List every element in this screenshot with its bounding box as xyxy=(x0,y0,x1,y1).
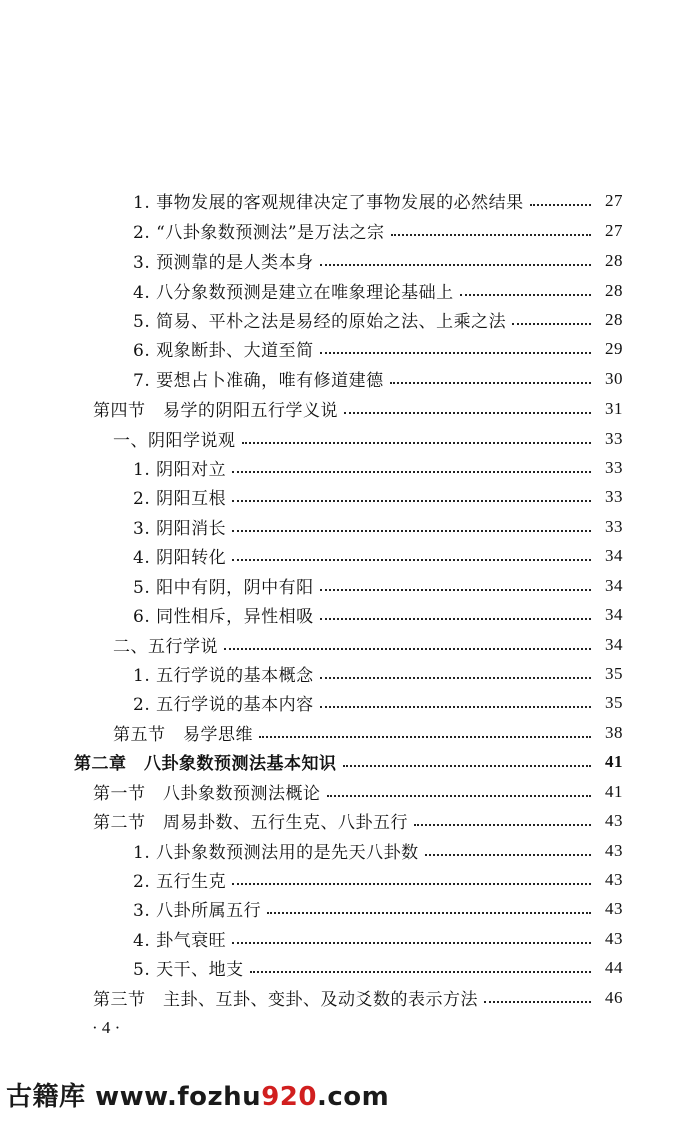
toc-entry-page: 33 xyxy=(605,428,623,448)
toc-entry-page: 27 xyxy=(605,190,623,210)
toc-entry-page: 43 xyxy=(605,810,623,830)
toc-entry-page: 28 xyxy=(605,309,623,329)
toc-entry-label: 4. 八分象数预测是建立在唯象理论基础上 xyxy=(133,283,454,303)
toc-entry-label: 3. 预测靠的是人类本身 xyxy=(133,253,314,273)
toc-entry xyxy=(133,334,623,363)
toc-subsection xyxy=(113,630,623,659)
toc-entry xyxy=(133,541,623,570)
toc-entry xyxy=(133,924,623,953)
dot-leader xyxy=(320,706,591,708)
dot-leader xyxy=(250,971,591,973)
dot-leader xyxy=(232,559,591,561)
dot-leader xyxy=(414,824,591,826)
dot-leader xyxy=(484,1001,591,1003)
toc-entry-label: 第三节 主卦、互卦、变卦、及动爻数的表示方法 xyxy=(93,990,478,1010)
toc-entry xyxy=(133,186,623,215)
toc-entry-label: 二、五行学说 xyxy=(113,637,218,657)
watermark-url-prefix: www.fozhu xyxy=(95,1082,262,1112)
toc-entry-label: 2. 五行生克 xyxy=(133,872,227,892)
toc-entry xyxy=(133,246,623,275)
site-watermark xyxy=(6,1076,389,1113)
toc-entry-page: 28 xyxy=(605,280,623,300)
toc-entry-label: 第二节 周易卦数、五行生克、八卦五行 xyxy=(93,813,408,833)
toc-entry-page: 34 xyxy=(605,575,623,595)
toc-subsection xyxy=(113,424,623,453)
dot-leader xyxy=(320,264,591,266)
toc-entry-page: 27 xyxy=(605,220,623,240)
dot-leader xyxy=(344,412,591,414)
toc-entry xyxy=(133,865,623,894)
toc-entry-page: 41 xyxy=(605,751,623,771)
toc-entry-page: 34 xyxy=(605,604,623,624)
toc-entry-page: 33 xyxy=(605,516,623,536)
toc-entry-page: 29 xyxy=(605,338,623,358)
dot-leader xyxy=(425,854,591,856)
toc-entry-label: 2. “八卦象数预测法”是万法之宗 xyxy=(133,223,385,243)
toc-entry xyxy=(133,659,623,688)
toc-entry xyxy=(133,512,623,541)
toc-chapter xyxy=(74,747,623,776)
dot-leader xyxy=(327,795,592,797)
toc-entry xyxy=(133,600,623,629)
toc-entry xyxy=(133,364,623,393)
toc-entry-page: 35 xyxy=(605,663,623,683)
toc-section xyxy=(93,777,623,806)
toc-entry-label: 2. 五行学说的基本内容 xyxy=(133,695,314,715)
toc-entry xyxy=(133,482,623,511)
dot-leader xyxy=(224,648,591,650)
toc-entry-page: 46 xyxy=(605,987,623,1007)
watermark-url-number: 920 xyxy=(261,1082,317,1112)
toc-entry-label: 5. 简易、平朴之法是易经的原始之法、上乘之法 xyxy=(133,312,507,332)
toc-section xyxy=(93,983,623,1012)
watermark-url-suffix: .com xyxy=(316,1082,390,1112)
dot-leader xyxy=(232,883,591,885)
dot-leader xyxy=(259,736,591,738)
dot-leader xyxy=(232,471,591,473)
toc-entry xyxy=(133,453,623,482)
toc-section xyxy=(113,718,623,747)
dot-leader xyxy=(242,442,592,444)
toc-entry-page: 41 xyxy=(605,781,623,801)
dot-leader xyxy=(320,352,591,354)
toc-entry xyxy=(133,571,623,600)
toc-entry-page: 33 xyxy=(605,457,623,477)
toc-entry-label: 5. 阳中有阴，阴中有阳 xyxy=(133,578,314,598)
toc-entry-label: 4. 阴阳转化 xyxy=(133,548,227,568)
toc-section xyxy=(93,394,623,423)
toc-entry-page: 34 xyxy=(605,634,623,654)
watermark-site-name: 古籍库 xyxy=(6,1082,86,1112)
toc-entry-label: 7. 要想占卜准确，唯有修道建德 xyxy=(133,371,384,391)
toc-entry-label: 一、阴阳学说观 xyxy=(113,431,236,451)
toc-entry-label: 1. 阴阳对立 xyxy=(133,460,227,480)
page-number: · 4 · xyxy=(92,1018,121,1037)
toc-entry-page: 43 xyxy=(605,898,623,918)
toc-entry xyxy=(133,305,623,334)
dot-leader xyxy=(232,530,591,532)
dot-leader xyxy=(320,677,591,679)
dot-leader xyxy=(343,765,592,767)
toc-entry-label: 3. 阴阳消长 xyxy=(133,519,227,539)
toc-entry-label: 2. 阴阳互根 xyxy=(133,489,227,509)
toc-entry-label: 1. 八卦象数预测法用的是先天八卦数 xyxy=(133,843,419,863)
toc-entry-page: 35 xyxy=(605,692,623,712)
toc-entry-label: 3. 八卦所属五行 xyxy=(133,901,262,921)
toc-entry-page: 30 xyxy=(605,368,623,388)
toc-entry xyxy=(133,836,623,865)
toc-entry-page: 43 xyxy=(605,869,623,889)
toc-entry xyxy=(133,894,623,923)
toc-entry-page: 31 xyxy=(605,398,623,418)
toc-entry-label: 第五节 易学思维 xyxy=(113,725,253,745)
toc-entry xyxy=(133,953,623,982)
dot-leader xyxy=(320,589,591,591)
toc-entry-page: 43 xyxy=(605,928,623,948)
dot-leader xyxy=(391,234,591,236)
toc-entry-page: 34 xyxy=(605,545,623,565)
toc-entry xyxy=(133,688,623,717)
toc-entry-label: 4. 卦气衰旺 xyxy=(133,931,227,951)
toc-entry-page: 44 xyxy=(605,957,623,977)
toc-entry-label: 6. 同性相斥，异性相吸 xyxy=(133,607,314,627)
toc-entry-label: 1. 事物发展的客观规律决定了事物发展的必然结果 xyxy=(133,193,524,213)
toc-entry xyxy=(133,216,623,245)
dot-leader xyxy=(512,323,591,325)
dot-leader xyxy=(232,500,591,502)
toc-entry xyxy=(133,276,623,305)
toc-section xyxy=(93,806,623,835)
dot-leader xyxy=(232,942,591,944)
toc-entry-label: 5. 天干、地支 xyxy=(133,960,244,980)
dot-leader xyxy=(530,204,591,206)
toc-entry-label: 第二章 八卦象数预测法基本知识 xyxy=(74,754,337,774)
toc-entry-page: 43 xyxy=(605,840,623,860)
toc-entry-label: 第四节 易学的阴阳五行学义说 xyxy=(93,401,338,421)
dot-leader xyxy=(320,618,591,620)
toc-entry-label: 第一节 八卦象数预测法概论 xyxy=(93,784,321,804)
toc-entry-page: 33 xyxy=(605,486,623,506)
toc-entry-page: 38 xyxy=(605,722,623,742)
toc-entry-page: 28 xyxy=(605,250,623,270)
toc-entry-label: 6. 观象断卦、大道至简 xyxy=(133,341,314,361)
dot-leader xyxy=(267,912,591,914)
toc-entry-label: 1. 五行学说的基本概念 xyxy=(133,666,314,686)
dot-leader xyxy=(390,382,591,384)
dot-leader xyxy=(460,294,591,296)
